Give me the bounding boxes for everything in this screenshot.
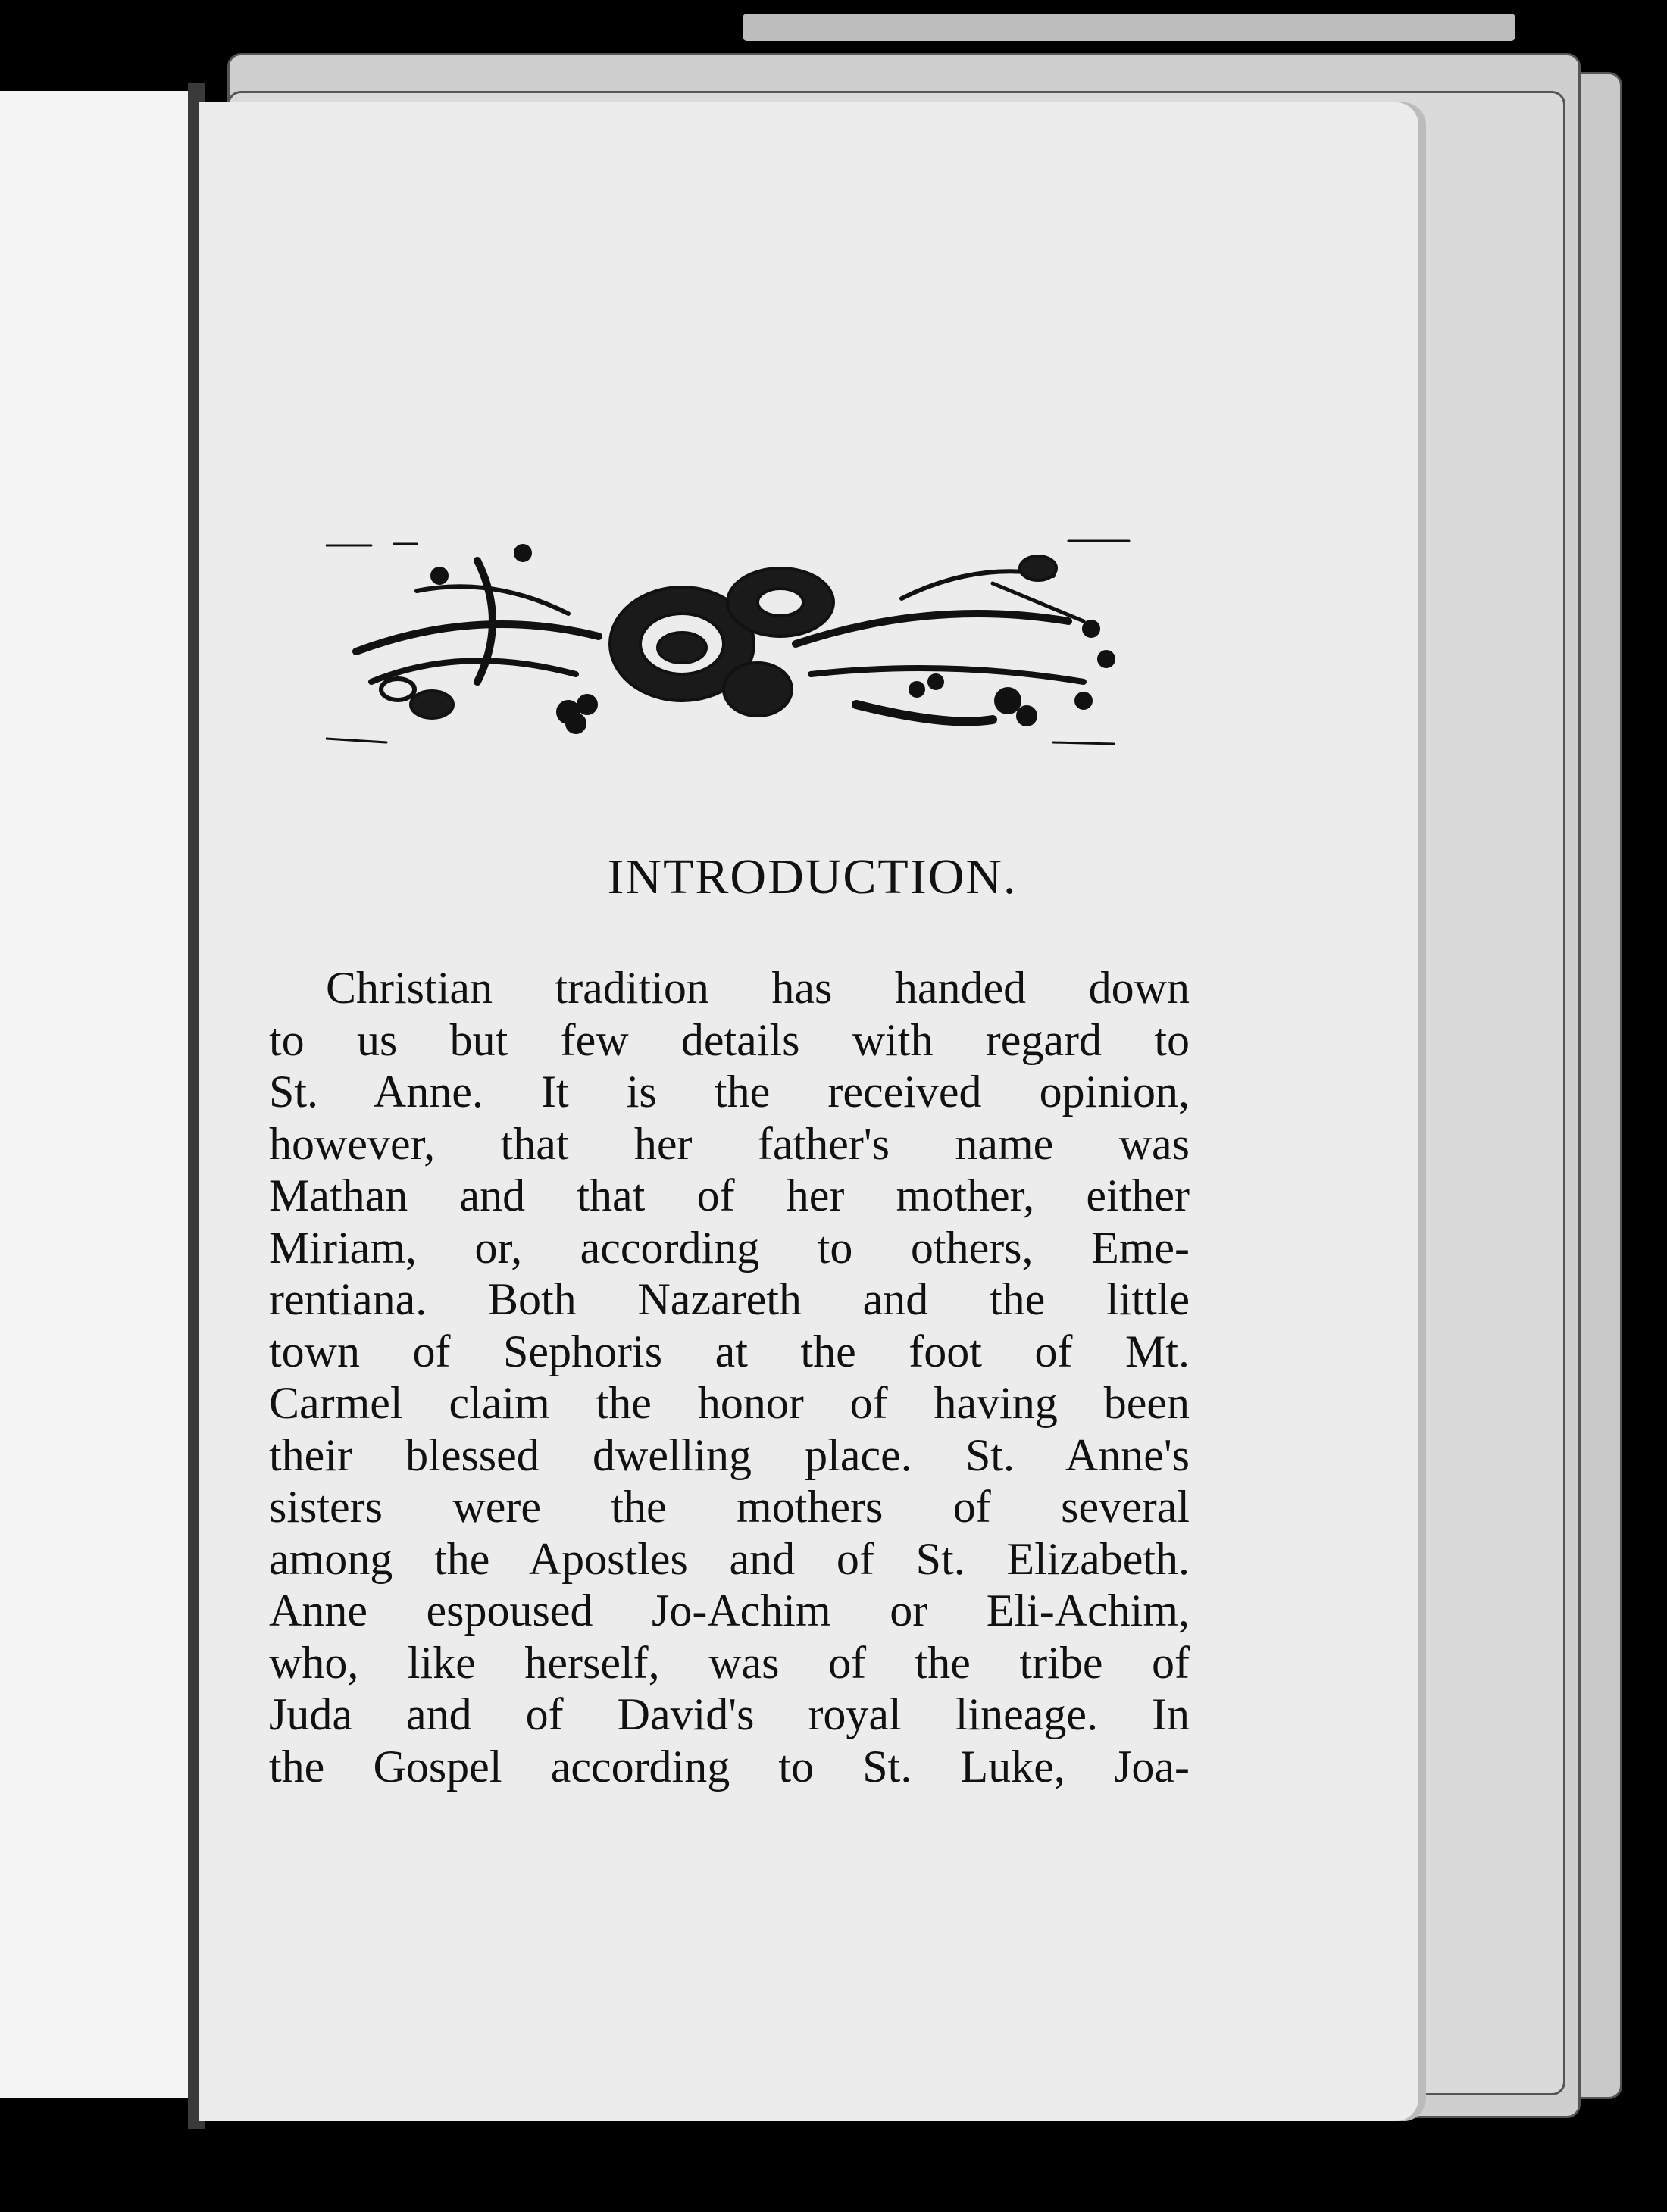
text-line: town of Sephoris at the foot of Mt. [269,1326,1190,1376]
text-line: to us but few details with regard to [269,1014,1190,1065]
text-line: Juda and of David's royal lineage. In [269,1689,1190,1739]
text-line: St. Anne. It is the received opinion, [269,1067,1190,1117]
text-line: their blessed dwelling place. St. Anne's [269,1429,1190,1480]
text-line: Miriam, or, according to others, Eme- [269,1222,1190,1273]
text-line: sisters were the mothers of several [269,1482,1190,1532]
text-line: who, like herself, was of the tribe of [269,1637,1190,1688]
left-page [0,91,192,2098]
text-line: Anne espoused Jo-Achim or Eli-Achim, [269,1586,1190,1636]
text-line: however, that her father's name was [269,1118,1190,1169]
text-line: the Gospel according to St. Luke, Joa- [269,1741,1190,1792]
text-line: among the Apostles and of St. Elizabeth. [269,1533,1190,1584]
text-line: Mathan and that of her mother, either [269,1170,1190,1220]
text-line: rentiana. Both Nazareth and the little [269,1274,1190,1324]
floral-ornament-icon [326,530,1152,750]
text-line: Christian tradition has handed down [326,963,1190,1013]
top-page-sliver [743,14,1515,41]
body-text [269,962,1190,1792]
chapter-heading: INTRODUCTION. [607,849,1018,904]
text-line: Carmel claim the honor of having been [269,1378,1190,1428]
